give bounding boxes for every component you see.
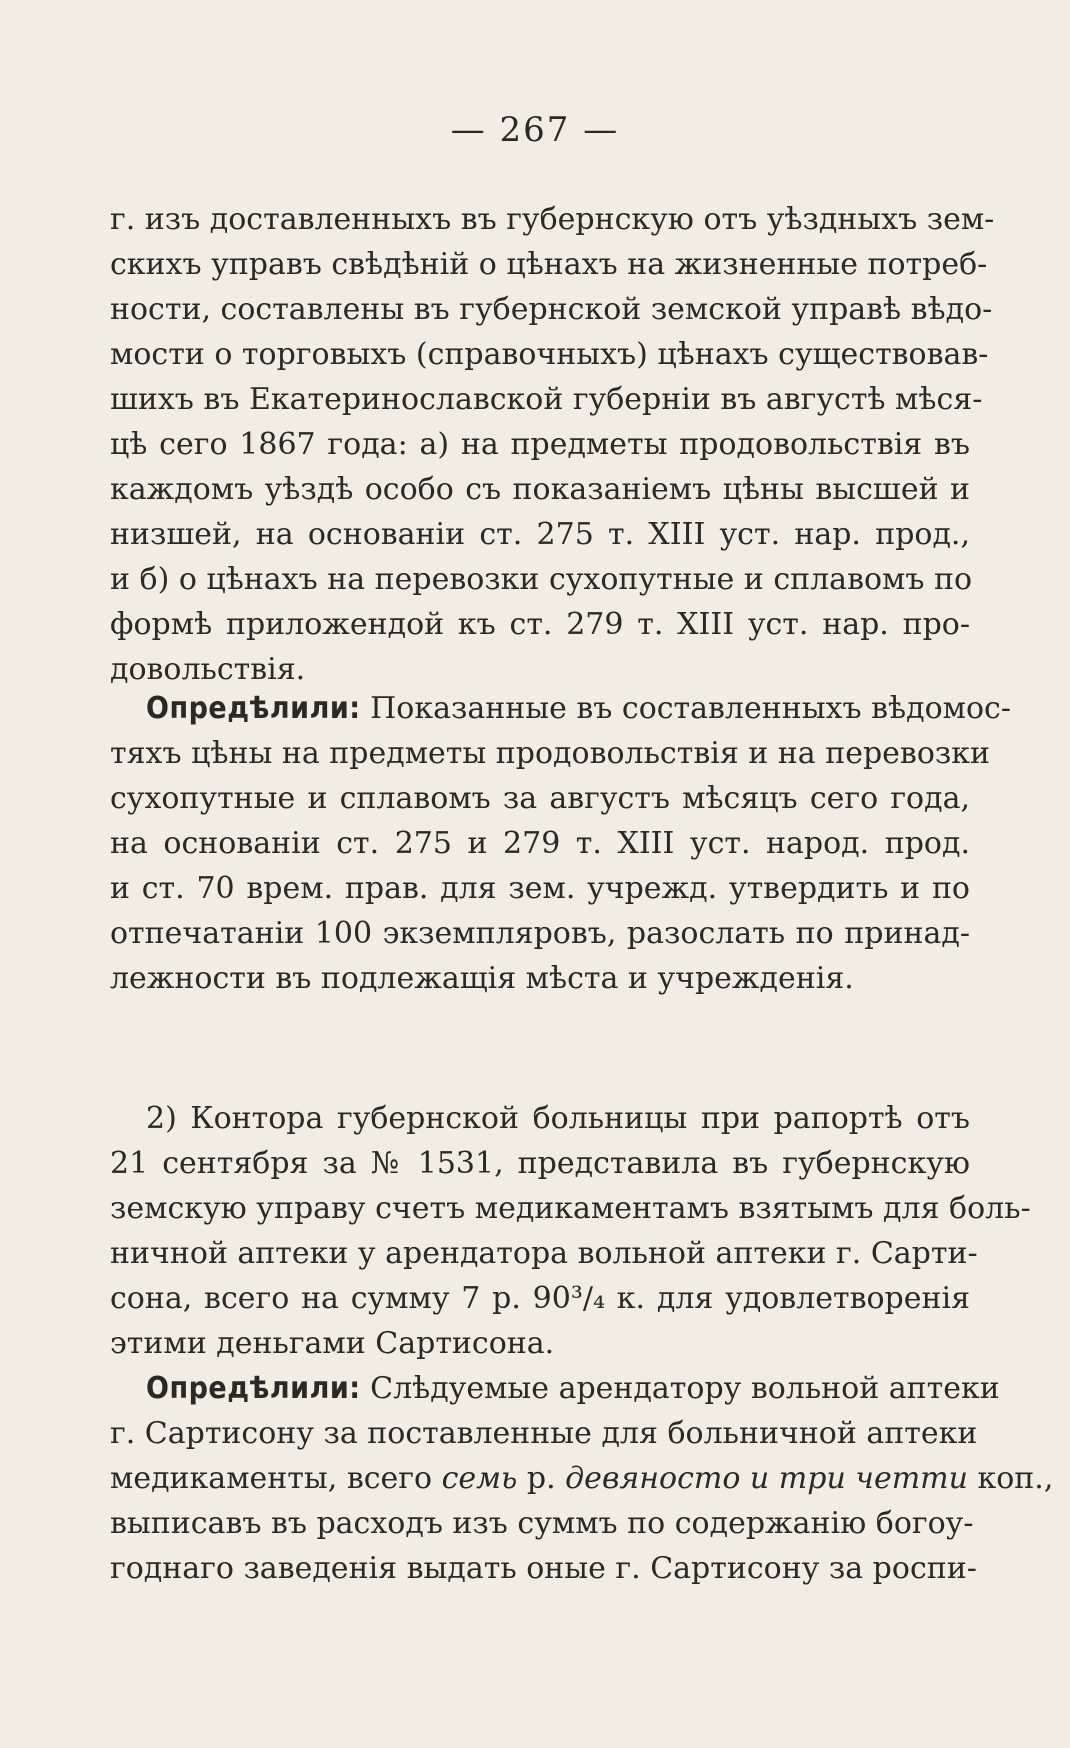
text-line: и б) о цѣнахъ на перевозки сухопутные и сплавомъ по — [110, 562, 973, 597]
text-line: шихъ въ Екатеринославской губерніи въ августѣ мѣся- — [110, 382, 983, 417]
text-line: тяхъ цѣны на предметы продовольствія и на перевозки — [110, 736, 990, 771]
text-line: цѣ сего 1867 года: а) на предметы продовольствія въ — [110, 427, 970, 462]
text-line: ничной аптеки у арендатора вольной аптеки г. Сарти- — [110, 1236, 978, 1271]
text-line: г. Сартисону за поставленные для больничной аптеки — [110, 1416, 978, 1451]
paragraph-1 — [110, 197, 995, 692]
text-line: низшей, на основаніи ст. 275 т. XIII уст. нар. прод., — [110, 517, 970, 552]
text-fragment: коп., — [967, 1461, 1054, 1496]
resolution-first-line — [110, 1366, 1000, 1411]
text-line: 2) Контора губернской больницы при рапортѣ отъ — [146, 1101, 970, 1136]
text-line: лежности въ подлежащія мѣста и учрежденія. — [110, 961, 854, 996]
text-line: сухопутные и сплавомъ за августъ мѣсяцъ сего года, — [110, 781, 970, 816]
text-line: земскую управу счетъ медикаментамъ взятымъ для боль- — [110, 1191, 1031, 1226]
text-line: сона, всего на сумму 7 р. 90³/₄ к. для удовлетворенія — [110, 1281, 970, 1316]
paragraph-2 — [110, 1096, 1031, 1366]
handwritten-amount: семь — [441, 1461, 518, 1496]
text-line: ности, составлены въ губернской земской управѣ вѣдо- — [110, 292, 993, 327]
text-fragment: медикаменты, всего — [110, 1461, 442, 1496]
text-line: каждомъ уѣздѣ особо съ показаніемъ цѣны высшей и — [110, 472, 970, 507]
text-line: выписавъ въ расходъ изъ суммъ по содержанію богоу- — [110, 1506, 974, 1541]
resolution-2 — [110, 1366, 1054, 1591]
page-number: — 267 — — [450, 110, 620, 150]
resolution-1 — [110, 686, 1011, 1001]
text-line: этими деньгами Сартисона. — [110, 1326, 555, 1361]
text-fragment: Слѣдуемые арендатору вольной аптеки — [370, 1371, 1000, 1406]
text-line: мости о торговыхъ (справочныхъ) цѣнахъ существовав- — [110, 337, 989, 372]
text-line: скихъ управъ свѣдѣній о цѣнахъ на жизненные потреб- — [110, 247, 988, 282]
handwritten-amount: девяносто и три четти — [565, 1461, 968, 1496]
resolution-first-line — [110, 686, 1011, 731]
text-fragment: р. — [517, 1461, 566, 1496]
text-fragment: Показанные въ составленныхъ вѣдомос- — [370, 691, 1011, 726]
text-line-with-italics — [110, 1456, 1054, 1501]
text-line: 21 сентября за № 1531, представила въ губернскую — [110, 1146, 970, 1181]
text-line: годнаго заведенія выдать оные г. Сартисону за роспи- — [110, 1551, 977, 1586]
resolution-label: Опредѣлили: — [146, 691, 361, 726]
text-line: на основаніи ст. 275 и 279 т. XIII уст. народ. прод. — [110, 826, 970, 861]
text-line: формѣ приложендой къ ст. 279 т. XIII уст. нар. про- — [110, 607, 970, 642]
resolution-label: Опредѣлили: — [146, 1371, 361, 1406]
text-line: г. изъ доставленныхъ въ губернскую отъ уѣздныхъ зем- — [110, 202, 995, 237]
text-line: довольствія. — [110, 652, 306, 687]
text-line: отпечатаніи 100 экземпляровъ, разослать по принад- — [110, 916, 970, 951]
text-line: и ст. 70 врем. прав. для зем. учрежд. утвердить и по — [110, 871, 970, 906]
